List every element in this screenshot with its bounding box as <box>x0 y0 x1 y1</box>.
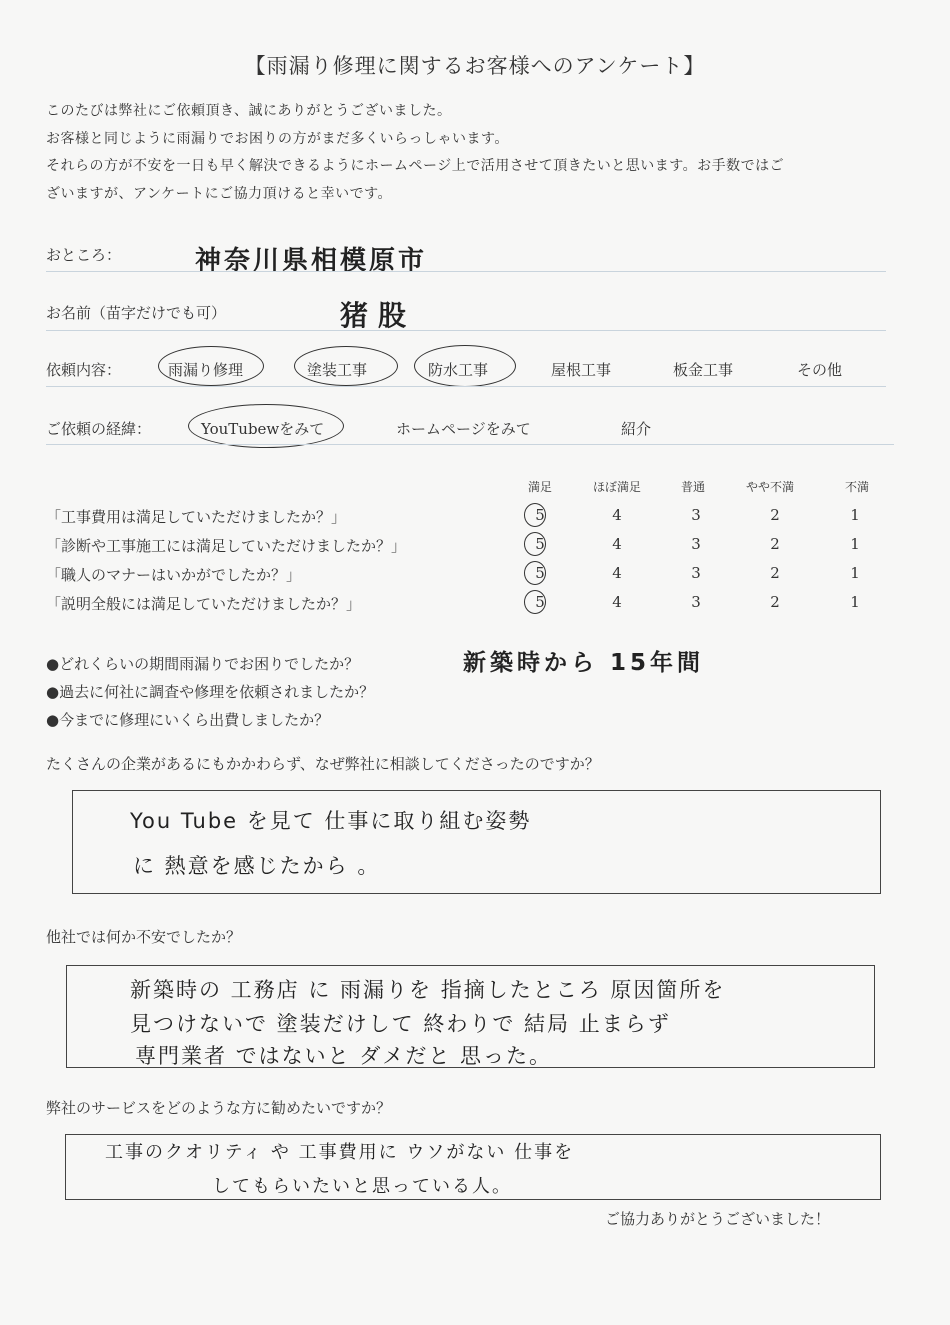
request-label: 依頼内容： <box>46 361 122 379</box>
question-anxiety: 他社では何か不安でしたか？ <box>46 928 242 946</box>
answer-anxiety-line-2: 見つけないで 塗装だけして 終わりで 結局 止まらず <box>130 1012 671 1036</box>
rating-row1-1[interactable]: 1 <box>850 506 860 524</box>
intro-line-4: ざいますが、アンケートにご協力頂けると幸いです。 <box>46 186 393 202</box>
source-underline <box>46 444 894 445</box>
rating-question-diagnosis: 「診断や工事施工には満足していただけましたか？」 <box>46 537 407 555</box>
question-recommend: 弊社のサービスをどのような方に勧めたいですか？ <box>46 1099 392 1117</box>
question-why-us: たくさんの企業があるにもかかわらず、なぜ弊社に相談してくださったのですか？ <box>46 755 600 773</box>
rating-header-somewhat-dissatisfied: やや不満 <box>745 480 794 494</box>
selected-score-circle <box>524 561 546 585</box>
rating-header-mostly-satisfied: ほぼ満足 <box>592 480 641 494</box>
rating-row2-1[interactable]: 1 <box>850 535 860 553</box>
survey-title: 【雨漏り修理に関するお客様へのアンケート】 <box>244 54 706 78</box>
intro-line-3: それらの方が不安を一日も早く解決できるようにホームページ上で活用させて頂きたいと思います。お手数ではご <box>46 158 785 174</box>
selected-score-circle <box>524 532 546 556</box>
rating-row2-3[interactable]: 3 <box>691 535 701 553</box>
option-roofing[interactable]: 屋根工事 <box>551 361 612 379</box>
rating-row1-4[interactable]: 4 <box>612 506 622 524</box>
rating-row3-3[interactable]: 3 <box>691 564 701 582</box>
option-homepage[interactable]: ホームページをみて <box>396 420 531 438</box>
question-companies: ●過去に何社に調査や修理を依頼されましたか？ <box>46 683 375 701</box>
rating-row1-3[interactable]: 3 <box>691 506 701 524</box>
answer-why-us-line-1: You Tube を見て 仕事に取り組む姿勢 <box>130 809 532 833</box>
rating-row1-2[interactable]: 2 <box>770 506 780 524</box>
rating-row4-5[interactable]: 5 <box>530 593 550 611</box>
address-value[interactable]: 神奈川県相模原市 <box>195 246 428 276</box>
rating-header-neutral: 普通 <box>680 480 705 494</box>
question-duration: ●どれくらいの期間雨漏りでお困りでしたか？ <box>46 655 360 673</box>
option-rain-leak-repair[interactable]: 雨漏り修理 <box>168 361 244 379</box>
rating-row4-1[interactable]: 1 <box>850 593 860 611</box>
intro-line-1: このたびは弊社にご依頼頂き、誠にありがとうございました。 <box>46 103 452 119</box>
option-waterproofing[interactable]: 防水工事 <box>428 361 489 379</box>
rating-row3-2[interactable]: 2 <box>770 564 780 582</box>
question-spent: ●今までに修理にいくら出費しましたか？ <box>46 711 330 729</box>
option-youtube[interactable]: YouTubewをみて <box>201 420 325 438</box>
rating-row4-3[interactable]: 3 <box>691 593 701 611</box>
rating-header-satisfied: 満足 <box>527 480 552 494</box>
answer-recommend-line-1: 工事のクオリティ や 工事費用に ウソがない 仕事を <box>105 1142 575 1163</box>
option-painting[interactable]: 塗装工事 <box>307 361 368 379</box>
rating-row3-1[interactable]: 1 <box>850 564 860 582</box>
option-sheet-metal[interactable]: 板金工事 <box>673 361 734 379</box>
address-underline <box>46 271 886 272</box>
rating-question-cost: 「工事費用は満足していただけましたか？」 <box>46 508 347 526</box>
request-underline <box>46 386 886 387</box>
rating-question-manners: 「職人のマナーはいかがでしたか？」 <box>46 566 302 584</box>
rating-row2-5[interactable]: 5 <box>530 535 550 553</box>
rating-question-explanation: 「説明全般には満足していただけましたか？」 <box>46 595 362 613</box>
closing-thanks: ご協力ありがとうございました！ <box>605 1210 831 1228</box>
address-label: おところ： <box>46 246 122 264</box>
selected-score-circle <box>524 590 546 614</box>
option-other[interactable]: その他 <box>797 361 843 379</box>
name-underline <box>46 330 886 331</box>
rating-row2-2[interactable]: 2 <box>770 535 780 553</box>
answer-duration[interactable]: 新築時から 15年間 <box>463 650 705 676</box>
rating-row2-4[interactable]: 4 <box>612 535 622 553</box>
answer-recommend-line-2: してもらいたいと思っている人。 <box>212 1176 512 1197</box>
name-value[interactable]: 猪股 <box>340 299 417 332</box>
option-referral[interactable]: 紹介 <box>621 420 652 438</box>
rating-row1-5[interactable]: 5 <box>530 506 550 524</box>
selected-score-circle <box>524 503 546 527</box>
rating-header-dissatisfied: 不満 <box>844 480 869 494</box>
name-label: お名前（苗字だけでも可） <box>46 304 227 322</box>
source-label: ご依頼の経緯： <box>46 420 152 438</box>
rating-row3-5[interactable]: 5 <box>530 564 550 582</box>
answer-anxiety-line-3: 専門業者 ではないと ダメだと 思った。 <box>135 1044 553 1068</box>
answer-why-us-line-2: に 熱意を感じたから 。 <box>133 854 381 878</box>
intro-line-2: お客様と同じように雨漏りでお困りの方がまだ多くいらっしゃいます。 <box>46 131 509 147</box>
rating-row3-4[interactable]: 4 <box>612 564 622 582</box>
rating-row4-2[interactable]: 2 <box>770 593 780 611</box>
answer-anxiety-line-1: 新築時の 工務店 に 雨漏りを 指摘したところ 原因箇所を <box>130 978 726 1002</box>
rating-row4-4[interactable]: 4 <box>612 593 622 611</box>
